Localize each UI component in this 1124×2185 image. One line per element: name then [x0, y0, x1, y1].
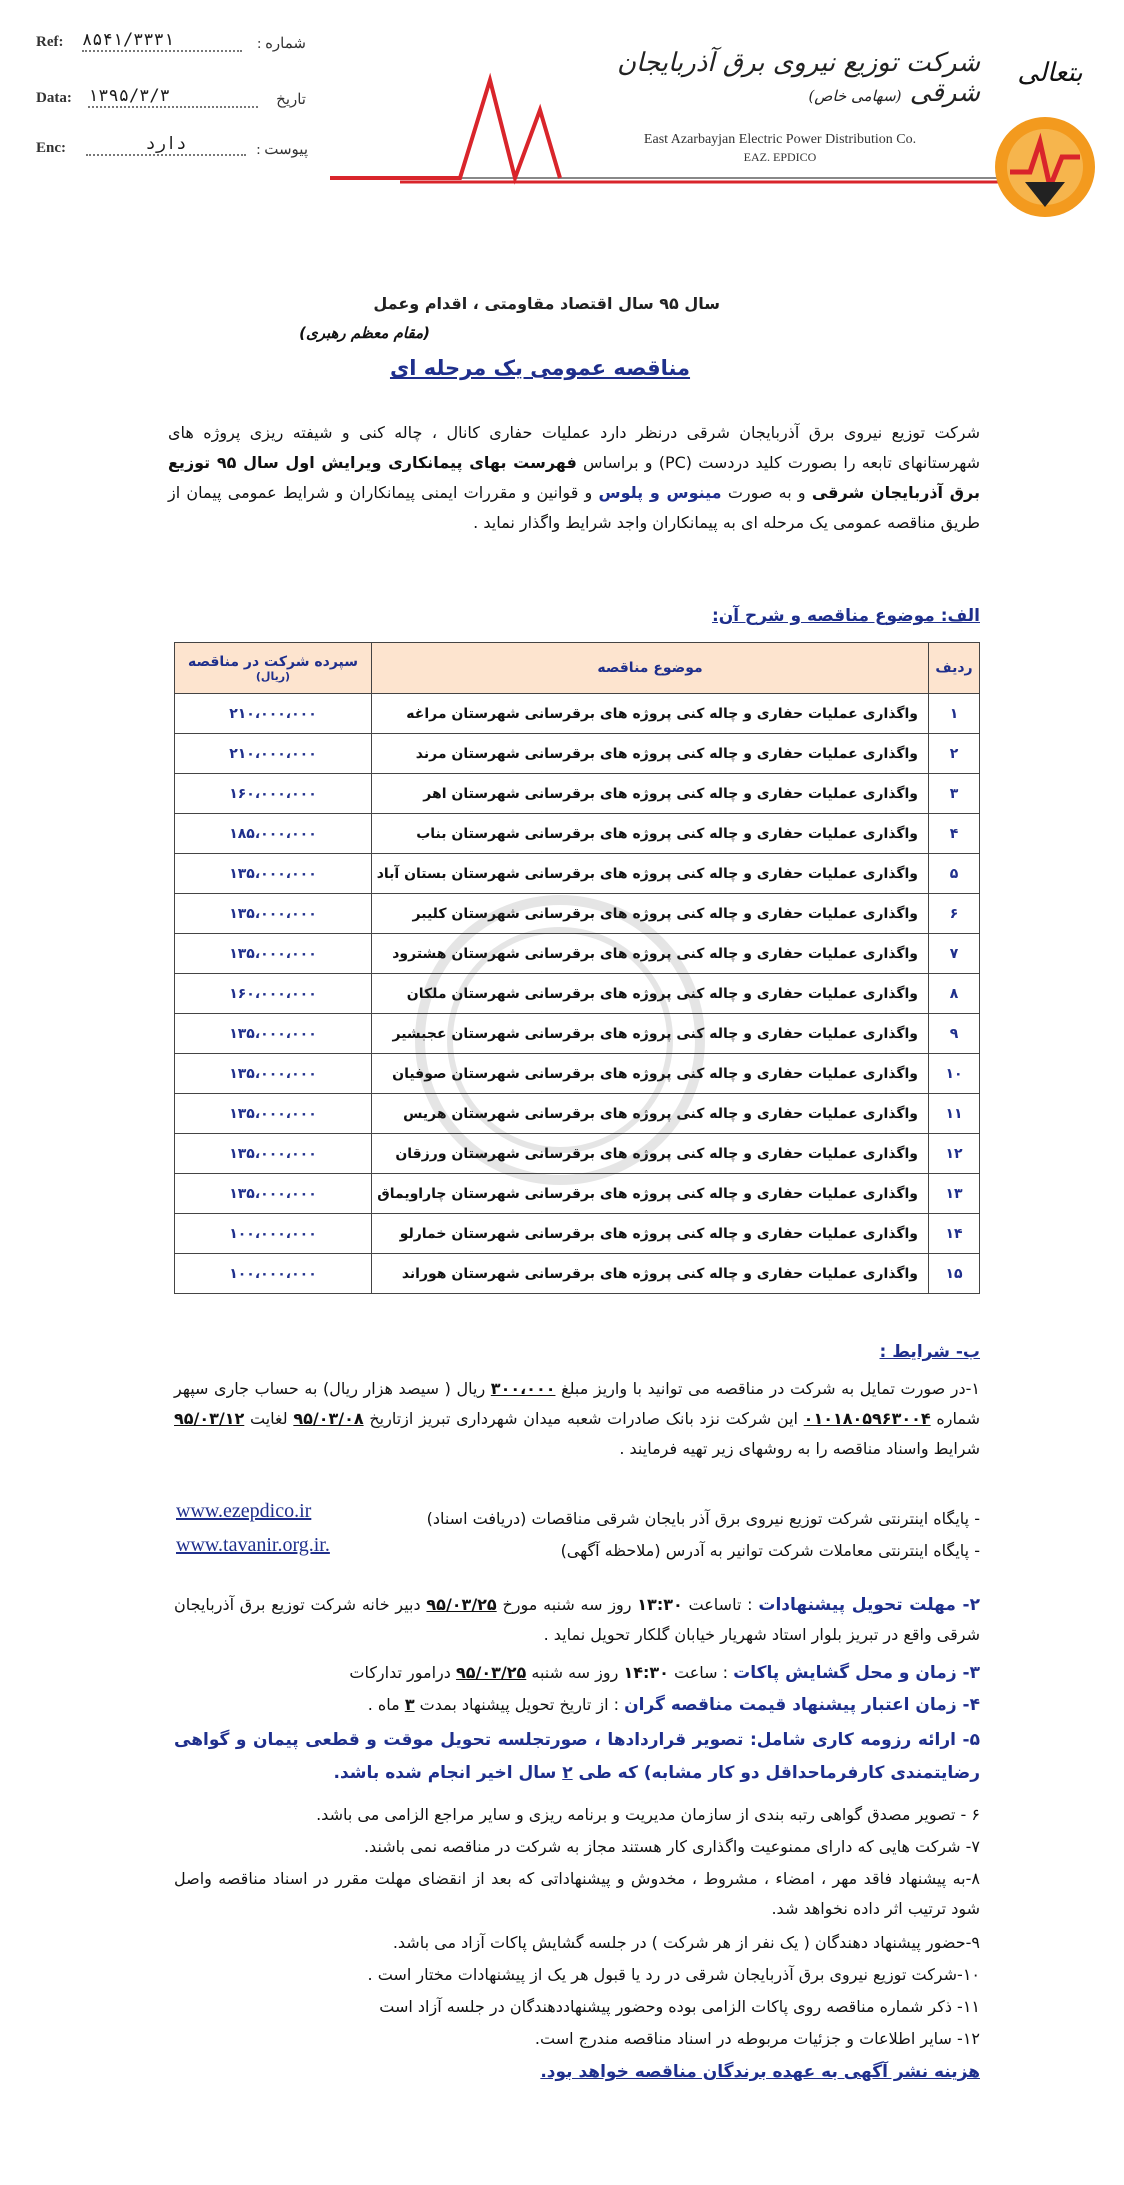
row-number: ۱۵	[929, 1254, 980, 1294]
bismillah-text: بتعالی	[1017, 58, 1083, 88]
condition-10: ۱۰-شرکت توزیع نیروی برق آذربایجان شرقی در رد یا قبول هر یک از پیشنهادات مختار است .	[367, 1965, 980, 1984]
row-subject: واگذاری عملیات حفاری و چاله کنی پروژه های برقرسانی شهرستان صوفیان	[372, 1054, 929, 1094]
site-1: - پایگاه اینترنتی شرکت توزیع نیروی برق آذر بایجان شرقی مناقصات (دریافت اسناد)	[426, 1509, 980, 1528]
c4-months: ۳	[404, 1695, 415, 1714]
table-row	[175, 734, 980, 774]
row-deposit: ۱۳۵،۰۰۰،۰۰۰	[175, 1134, 372, 1174]
c4-label: ۴- زمان اعتبار پیشنهاد قیمت مناقصه گران	[624, 1695, 980, 1715]
date-label-fa: تاریخ	[276, 92, 306, 108]
row-deposit: ۲۱۰،۰۰۰،۰۰۰	[175, 734, 372, 774]
condition-11: ۱۱- ذکر شماره مناقصه روی پاکات الزامی بوده وحضور پیشنهاددهندگان در جلسه آزاد است	[379, 1997, 980, 2016]
c1-account: ۰۱۰۱۸۰۵۹۶۳۰۰۴	[803, 1409, 931, 1428]
table-row	[175, 694, 980, 734]
footer-note: هزینه نشر آگهی به عهده برندگان مناقصه خواهد بود.	[540, 2062, 980, 2082]
condition-4	[174, 1690, 980, 1720]
page-title: مناقصه عمومی یک مرحله ای	[389, 356, 691, 380]
row-subject: واگذاری عملیات حفاری و چاله کنی پروژه های برقرسانی شهرستان عجبشیر	[372, 1014, 929, 1054]
row-subject: واگذاری عملیات حفاری و چاله کنی پروژه های برقرسانی شهرستان خمارلو	[372, 1214, 929, 1254]
row-subject: واگذاری عملیات حفاری و چاله کنی پروژه های برقرسانی شهرستان کلیبر	[372, 894, 929, 934]
row-subject: واگذاری عملیات حفاری و چاله کنی پروژه های برقرسانی شهرستان ملکان	[372, 974, 929, 1014]
col-row-number: ردیف	[929, 643, 980, 694]
site-1-link[interactable]: www.ezepdico.ir	[176, 1500, 312, 1522]
row-deposit: ۱۳۵،۰۰۰،۰۰۰	[175, 934, 372, 974]
table-header-row	[175, 643, 980, 694]
row-deposit: ۱۶۰،۰۰۰،۰۰۰	[175, 974, 372, 1014]
c5-text-a: ۵- ارائه رزومه کاری شامل: تصویر قراردادها ، صورتجلسه تحویل موقت و قطعی پیمان و گواهی رضایتمندی کارفرماحداقل دو کار مشابه) که طی	[174, 1730, 980, 1783]
row-subject: واگذاری عملیات حفاری و چاله کنی پروژه های برقرسانی شهرستان هوراند	[372, 1254, 929, 1294]
row-subject: واگذاری عملیات حفاری و چاله کنی پروژه های برقرسانی شهرستان ورزقان	[372, 1134, 929, 1174]
c4-text-a: : از تاریخ تحویل پیشنهاد بمدت	[419, 1695, 620, 1714]
c3-text-a: : ساعت	[674, 1663, 729, 1682]
header	[0, 0, 1124, 200]
row-subject: واگذاری عملیات حفاری و چاله کنی پروژه های برقرسانی شهرستان چاراویماق	[372, 1174, 929, 1214]
section-b-heading: ب- شرایط :	[879, 1342, 980, 1362]
c3-text-c: درامور تدارکات	[349, 1663, 451, 1682]
c2-text-a: : تاساعت	[688, 1595, 753, 1614]
c1-text-d: لغایت	[249, 1409, 288, 1428]
row-subject: واگذاری عملیات حفاری و چاله کنی پروژه های برقرسانی شهرستان مراغه	[372, 694, 929, 734]
row-subject: واگذاری عملیات حفاری و چاله کنی پروژه های برقرسانی شهرستان اهر	[372, 774, 929, 814]
enc-label-fa: پیوست :	[256, 142, 308, 158]
row-subject: واگذاری عملیات حفاری و چاله کنی پروژه های برقرسانی شهرستان هشترود	[372, 934, 929, 974]
c3-label: ۳- زمان و محل گشایش پاکات	[733, 1663, 980, 1683]
table-row	[175, 814, 980, 854]
row-number: ۱	[929, 694, 980, 734]
c3-time: ۱۴:۳۰	[623, 1663, 669, 1682]
row-number: ۴	[929, 814, 980, 854]
intro-paragraph	[168, 418, 980, 538]
row-subject: واگذاری عملیات حفاری و چاله کنی پروژه های برقرسانی شهرستان هریس	[372, 1094, 929, 1134]
row-subject: واگذاری عملیات حفاری و چاله کنی پروژه های برقرسانی شهرستان مرند	[372, 734, 929, 774]
c1-text-b: ریال ( سیصد هزار ریال) به حساب جاری سپهر شماره	[174, 1379, 980, 1428]
c3-text-b: روز سه شنبه	[531, 1663, 619, 1682]
c2-date: ۹۵/۰۳/۲۵	[426, 1595, 497, 1614]
col-subject: موضوع مناقصه	[372, 643, 929, 694]
enc-value: دارد	[86, 134, 246, 156]
row-number: ۱۰	[929, 1054, 980, 1094]
row-deposit: ۱۳۵،۰۰۰،۰۰۰	[175, 1054, 372, 1094]
slogan: سال ۹۵ سال اقتصاد مقاومتی ، اقدام وعمل	[373, 294, 720, 313]
company-name-fa-text: شرکت توزیع نیروی برق آذربایجان شرقی	[616, 48, 980, 108]
row-number: ۱۳	[929, 1174, 980, 1214]
row-number: ۷	[929, 934, 980, 974]
intro-text-1: شرکت توزیع نیروی برق آذربایجان شرقی درنظر دارد عملیات حفاری کانال ، چاله کنی و شیفته ریزی پروژه های شهرستانهای تابعه را بصورت کلید دردست (PC) و براساس	[168, 423, 980, 472]
condition-12: ۱۲- سایر اطلاعات و جزئیات مربوطه در اسناد مناقصه مندرج است.	[534, 2029, 980, 2048]
intro-text-3: و قوانین و مقررات ایمنی پیمانکاران و شرایط عمومی پیمان از طریق مناقصه عمومی یک مرحله ای به پیمانکاران واجد شرایط واگذار نماید .	[168, 483, 980, 532]
row-deposit: ۱۸۵،۰۰۰،۰۰۰	[175, 814, 372, 854]
row-deposit: ۱۳۵،۰۰۰،۰۰۰	[175, 1094, 372, 1134]
c3-date: ۹۵/۰۳/۲۵	[456, 1663, 527, 1682]
row-deposit: ۱۶۰،۰۰۰،۰۰۰	[175, 774, 372, 814]
condition-7: ۷- شرکت هایی که دارای ممنوعیت واگذاری کار هستند مجاز به شرکت در مناقصه نمی باشند.	[363, 1837, 980, 1856]
row-deposit: ۱۳۵،۰۰۰،۰۰۰	[175, 1174, 372, 1214]
condition-5	[174, 1724, 980, 1790]
col-deposit-unit: (ریال)	[255, 669, 291, 683]
site-2: - پایگاه اینترنتی معاملات شرکت توانیر به آدرس (ملاحظه آگهی)	[560, 1541, 980, 1560]
c2-label: ۲- مهلت تحویل پیشنهادات	[758, 1595, 980, 1615]
c2-text-b: روز سه شنبه مورخ	[502, 1595, 632, 1614]
c1-date-to: ۹۵/۰۳/۱۲	[174, 1409, 245, 1428]
c1-date-from: ۹۵/۰۳/۰۸	[293, 1409, 364, 1428]
row-number: ۵	[929, 854, 980, 894]
company-name-en: East Azarbayjan Electric Power Distribution Co.	[643, 132, 917, 147]
row-number: ۳	[929, 774, 980, 814]
section-a-heading: الف: موضوع مناقصه و شرح آن:	[711, 606, 980, 626]
condition-9: ۹-حضور پیشنهاد دهندگان ( یک نفر از هر شرکت ) در جلسه گشایش پاکات آزاد می باشد.	[392, 1933, 980, 1952]
row-deposit: ۱۰۰،۰۰۰،۰۰۰	[175, 1254, 372, 1294]
slogan-attribution: (مقام معظم رهبری)	[299, 324, 430, 342]
c1-text-c: این شرکت نزد بانک صادرات شعبه میدان شهرداری تبریز ازتاریخ	[369, 1409, 798, 1428]
date-label-en: Data:	[36, 90, 72, 106]
condition-2	[174, 1590, 980, 1650]
ref-label-en: Ref:	[36, 34, 64, 50]
row-number: ۱۱	[929, 1094, 980, 1134]
intro-price-list: فهرست بهای پیمانکاری ویرایش اول سال ۹۵ توزیع برق آذربایجان شرقی	[168, 453, 980, 502]
c1-text-e: شرایط واسناد مناقصه را به روشهای زیر تهیه فرمایند .	[619, 1439, 980, 1458]
row-deposit: ۱۳۵،۰۰۰،۰۰۰	[175, 894, 372, 934]
row-number: ۹	[929, 1014, 980, 1054]
ref-value: ۸۵۴۱/۳۳۳۱	[82, 30, 242, 52]
condition-8: ۸-به پیشنهاد فاقد مهر ، امضاء ، مشروط ، مخدوش و پیشنهاداتی که بعد از انقضای مهلت مقرر در اسناد مناقصه واصل شود ترتیب اثر داده نخواهد شد.	[174, 1869, 980, 1918]
enc-label-en: Enc:	[36, 140, 66, 156]
table-row	[175, 774, 980, 814]
row-number: ۲	[929, 734, 980, 774]
date-value: ۱۳۹۵/۳/۳	[88, 86, 258, 108]
row-subject: واگذاری عملیات حفاری و چاله کنی پروژه های برقرسانی شهرستان بناب	[372, 814, 929, 854]
company-logo-icon	[990, 112, 1100, 222]
site-2-link[interactable]: www.tavanir.org.ir.	[176, 1534, 330, 1556]
condition-1	[174, 1374, 980, 1464]
company-type-note: (سهامی خاص)	[808, 87, 902, 105]
col-deposit-label: سپرده شرکت در مناقصه	[187, 653, 359, 670]
condition-3	[174, 1658, 980, 1688]
c4-text-b: ماه .	[367, 1695, 400, 1714]
intro-minus-plus: مینوس و پلوس	[598, 483, 722, 502]
row-subject: واگذاری عملیات حفاری و چاله کنی پروژه های برقرسانی شهرستان بستان آباد	[372, 854, 929, 894]
c5-years: ۲	[562, 1763, 573, 1783]
c1-amount: ۳۰۰،۰۰۰	[490, 1379, 556, 1398]
row-deposit: ۱۳۵،۰۰۰،۰۰۰	[175, 1014, 372, 1054]
row-deposit: ۲۱۰،۰۰۰،۰۰۰	[175, 694, 372, 734]
ref-label-fa: شماره :	[257, 36, 306, 52]
row-number: ۸	[929, 974, 980, 1014]
row-number: ۱۲	[929, 1134, 980, 1174]
condition-6: ۶ - تصویر مصدق گواهی رتبه بندی از سازمان مدیریت و برنامه ریزی و سایر مراجع الزامی می باشد.	[316, 1805, 980, 1824]
c5-text-b: سال اخیر انجام شده باشد.	[333, 1763, 557, 1783]
intro-text-2: و به صورت	[727, 483, 806, 502]
row-number: ۱۴	[929, 1214, 980, 1254]
row-number: ۶	[929, 894, 980, 934]
col-deposit	[175, 643, 372, 694]
table-row	[175, 1254, 980, 1294]
row-deposit: ۱۰۰،۰۰۰،۰۰۰	[175, 1214, 372, 1254]
table-row	[175, 1214, 980, 1254]
c2-text-c: دبیر خانه شرکت توزیع برق آذربایجان شرقی واقع در تبریز بلوار استاد شهریار خیابان گلکار تحویل نماید .	[174, 1595, 980, 1644]
c2-time: ۱۳:۳۰	[637, 1595, 683, 1614]
c1-text-a: ۱-در صورت تمایل به شرکت در مناقصه می توانید با واریز مبلغ	[561, 1379, 980, 1398]
watermark-stamp	[400, 880, 720, 1200]
company-abbr-en: EAZ. EPDICO	[743, 150, 817, 164]
row-deposit: ۱۳۵،۰۰۰،۰۰۰	[175, 854, 372, 894]
company-name-fa	[560, 48, 980, 108]
